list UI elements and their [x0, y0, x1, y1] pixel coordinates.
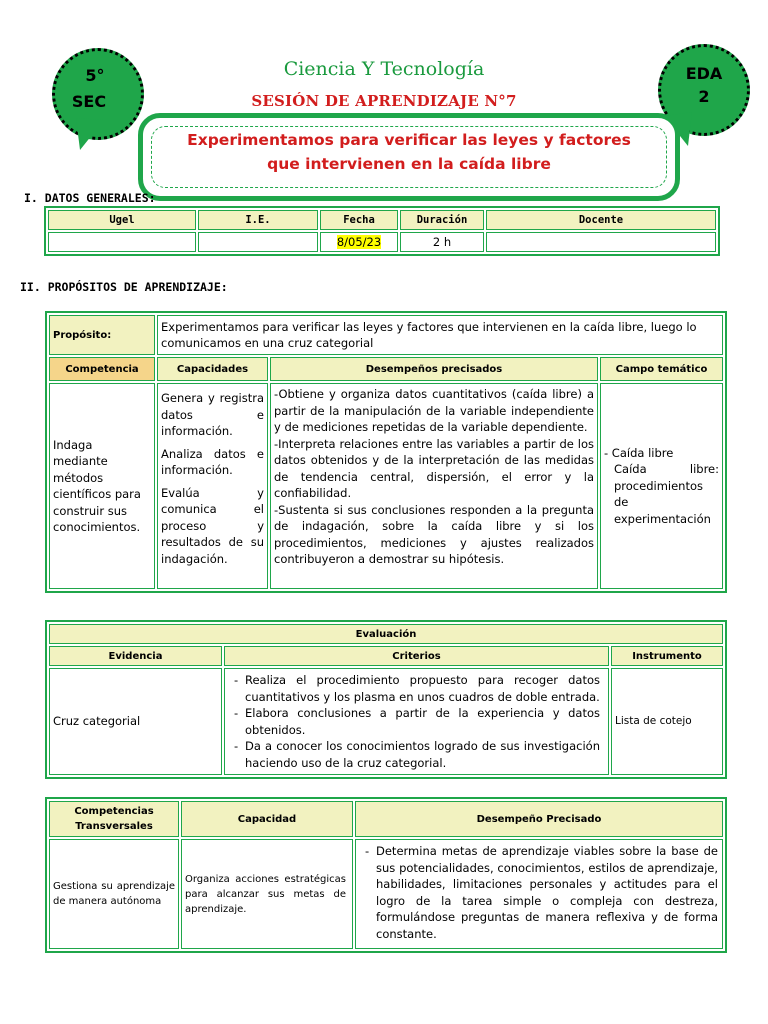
datos-value-ugel [48, 232, 196, 252]
instrumento-cell: Lista de cotejo [611, 668, 723, 775]
criterio-1: - Realiza el procedimiento propuesto para recoger datos cuantitativos y los plasma en unos cuadros de doble entrada. [245, 672, 600, 705]
datos-header-docente: Docente [486, 210, 716, 230]
proposito-label: Propósito: [49, 315, 155, 355]
capacidad-3: Evalúa y comunica el proceso y resultados de su indagación. [161, 485, 264, 566]
evaluacion-title: Evaluación [49, 624, 723, 644]
propositos-table [45, 311, 727, 593]
campo-line-1: - Caída libre [604, 445, 674, 460]
desempeno-1: -Obtiene y organiza datos cuantitativos (caída libre) a partir de la manipulación de la variable independiente y de mediciones repetidas de la variable dependiente. [274, 387, 594, 434]
header-capacidad: Capacidad [181, 801, 353, 837]
header-criterios: Criterios [224, 646, 609, 666]
campo-line-2: Caída libre: procedimientos de experimentación [614, 462, 719, 526]
transversal-capacidad: Organiza acciones estratégicas para alcanzar sus metas de aprendizaje. [181, 839, 353, 949]
datos-value-fecha: 8/05/23 [320, 232, 398, 252]
capacidad-1: Genera y registra datos e información. [161, 391, 264, 438]
eda-label: EDA [685, 64, 723, 83]
header-capacidades: Capacidades [157, 357, 268, 381]
criterios-cell [224, 668, 609, 775]
criterio-3: - Da a conocer los conocimientos logrado de sus investigación haciendo uso de la cruz categorial. [245, 738, 600, 771]
datos-header-duracion: Duración [400, 210, 484, 230]
proposito-text: Experimentamos para verificar las leyes y factores que intervienen en la caída libre, luego lo comunicamos en una cruz categorial [157, 315, 723, 355]
evaluacion-table [45, 620, 727, 779]
session-title-box [138, 113, 680, 201]
datos-value-ie [198, 232, 318, 252]
header-instrumento: Instrumento [611, 646, 723, 666]
course-title: Ciencia Y Tecnología [283, 58, 485, 80]
header-desempenos: Desempeños precisados [270, 357, 598, 381]
title-line-1: Experimentamos para verificar las leyes y factores [187, 131, 631, 149]
header-evidencia: Evidencia [49, 646, 222, 666]
capacidades-cell [157, 383, 268, 589]
badge-tail-icon [70, 118, 110, 152]
capacidad-2: Analiza datos e información. [161, 446, 264, 477]
header-campo-tematico: Campo temático [600, 357, 723, 381]
transversal-desempeno: - Determina metas de aprendizaje viables sobre la base de sus potencialidades, conocimientos, estilos de aprendizaje, habilidades, limitaciones personales y actitudes para el logro de la tarea simple o compleja con destreza, formulándose preguntas de manera reflexiva y de forma constante. [376, 843, 718, 942]
evidencia-cell: Cruz categorial [49, 668, 222, 775]
grade-label: 5° [85, 66, 105, 85]
session-title: SESIÓN DE APRENDIZAJE N°7 [251, 92, 517, 110]
competencia-cell [49, 383, 155, 589]
header-desempeno-precisado: Desempeño Precisado [355, 801, 723, 837]
datos-header-ugel: Ugel [48, 210, 196, 230]
desempeno-3: -Sustenta si sus conclusiones responden a la pregunta de indagación, sobre la caída libre y si los procedimientos, mediciones y ajustes realizados contribuyeron a demostrar su hipótesis. [274, 502, 594, 566]
datos-header-ie: I.E. [198, 210, 318, 230]
datos-header-fecha: Fecha [320, 210, 398, 230]
header-competencias-transversales: Competencias Transversales [49, 801, 179, 837]
propositos-heading: II. PROPÓSITOS DE APRENDIZAJE: [20, 280, 228, 294]
competencia-text: Indaga mediante métodos científicos para construir sus conocimientos. [53, 437, 141, 534]
transversal-competencia: Gestiona su aprendizaje de manera autónoma [49, 839, 179, 949]
title-line-2: que intervienen en la caída libre [267, 155, 551, 173]
transversal-desempeno-cell [355, 839, 723, 949]
transversales-table [45, 797, 727, 953]
datos-value-duracion: 2 h [400, 232, 484, 252]
datos-value-docente [486, 232, 716, 252]
criterio-2: - Elabora conclusiones a partir de la experiencia y datos obtenidos. [245, 705, 600, 738]
level-label: SEC [71, 92, 107, 111]
datos-heading: I. DATOS GENERALES: [24, 191, 156, 205]
datos-table [44, 206, 720, 256]
desempeno-2: -Interpreta relaciones entre las variables a partir de los datos obtenidos y de la interpretación de las medidas de tendencia central, dispersión, el error y la confiabilidad. [274, 436, 594, 500]
header-competencia: Competencia [49, 357, 155, 381]
eda-number: 2 [698, 87, 710, 106]
desempenos-cell [270, 383, 598, 589]
campo-tematico-cell [600, 383, 723, 589]
